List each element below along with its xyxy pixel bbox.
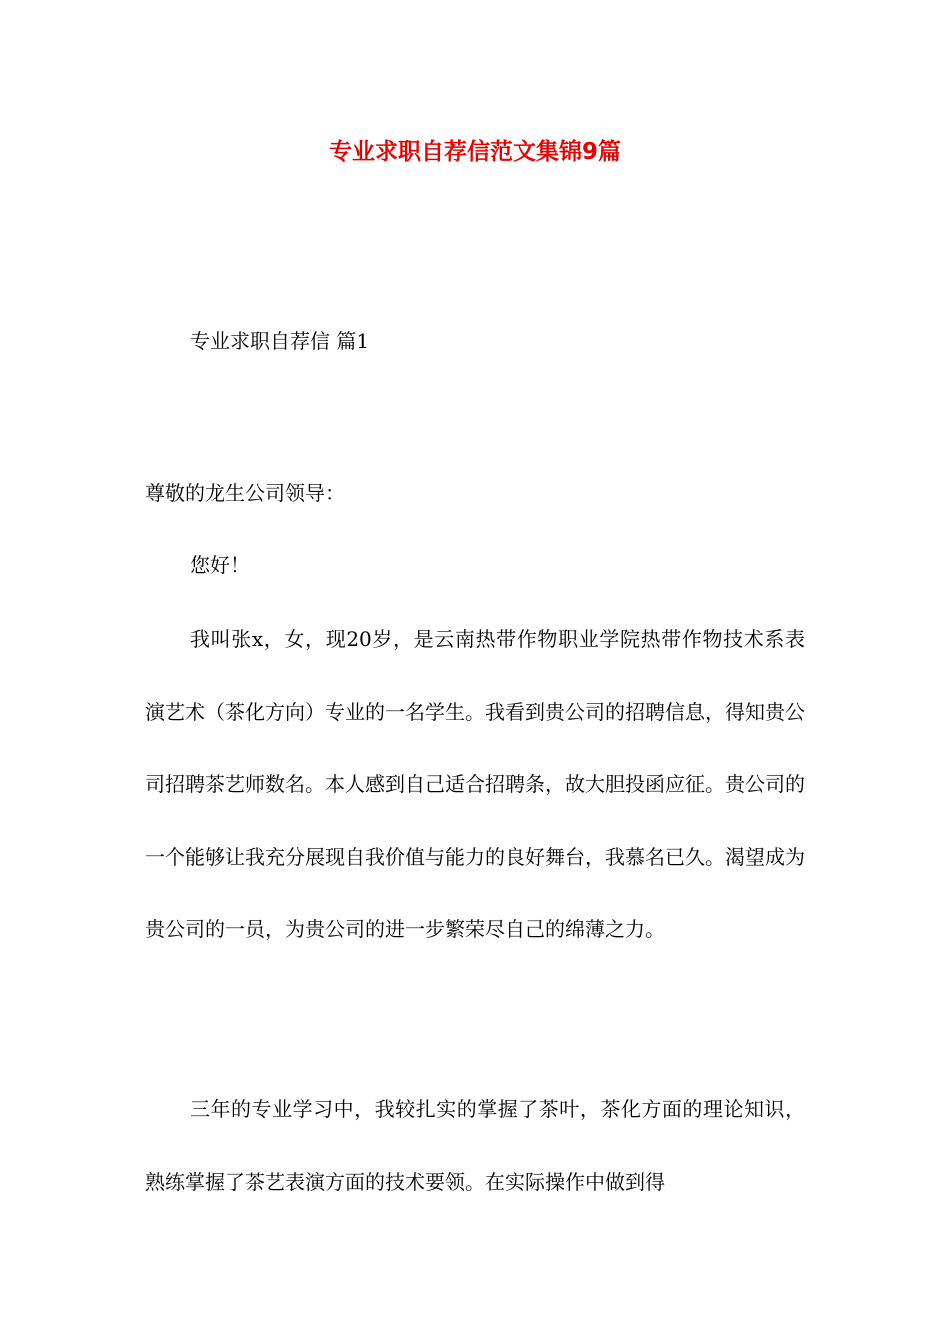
letter-paragraph: 三年的专业学习中，我较扎实的掌握了茶叶，茶化方面的理论知识，熟练掌握了茶艺表演方面的技术要领。在实际操作中做到得 — [145, 1097, 805, 1194]
section-heading: 专业求职自荐信 篇1 — [190, 329, 370, 353]
letter-greeting: 您好！ — [190, 553, 250, 577]
document-title: 专业求职自荐信范文集锦9篇 — [328, 139, 621, 165]
letter-salutation: 尊敬的龙生公司领导： — [145, 481, 345, 505]
letter-paragraph: 我叫张x，女，现20岁，是云南热带作物职业学院热带作物技术系表演艺术（茶化方向）专业的一名学生。我看到贵公司的招聘信息，得知贵公司招聘茶艺师数名。本人感到自己适合招聘条，故大胆投函应征。贵公司的一个能够让我充分展现自我价值与能力的良好舞台，我慕名已久。渴望成为贵公司的一员，为贵公司的进一步繁荣尽自己的绵薄之力。 — [145, 627, 805, 941]
